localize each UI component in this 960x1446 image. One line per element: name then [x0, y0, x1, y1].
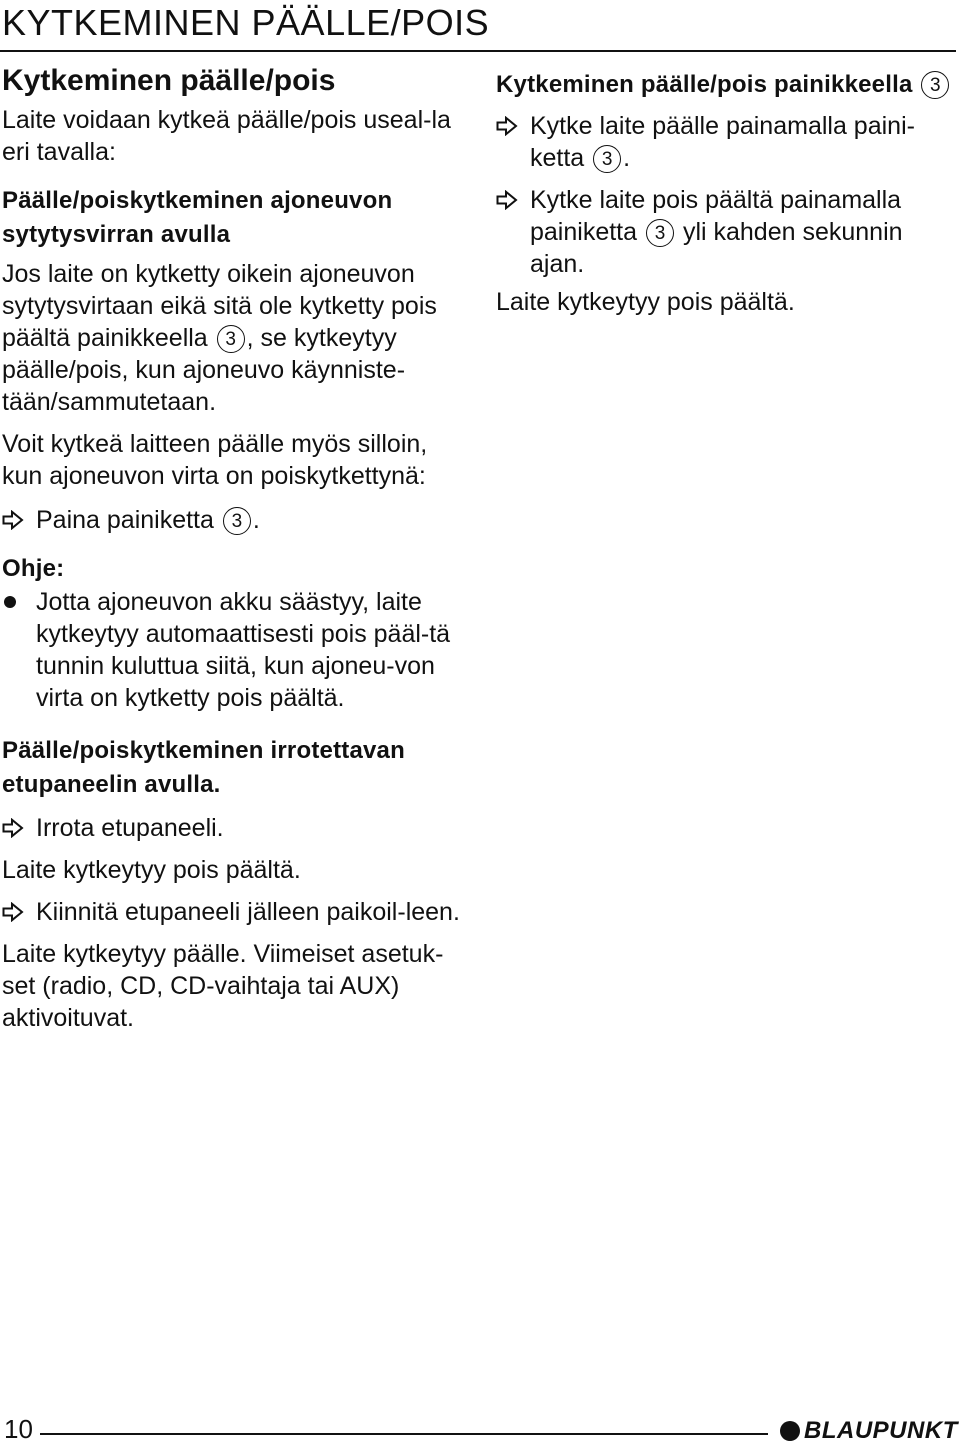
- step-item: Irrota etupaneeli.: [2, 812, 464, 844]
- arrow-outline-icon: [2, 902, 24, 922]
- left-column: [2, 62, 464, 1034]
- step-item: Paina painiketta 3 .: [2, 504, 464, 536]
- brand-dot-icon: [780, 1421, 800, 1441]
- ignition-paragraph-2: Voit kytkeä laitteen päälle myös silloin, kun ajoneuvon virta on poiskytkettynä:: [2, 430, 428, 490]
- arrow-outline-icon: [496, 190, 518, 210]
- step-item: Kytke laite pois päältä painamalla painiketta 3 yli kahden sekunnin ajan.: [496, 184, 952, 280]
- panel-heading: Päälle/poiskytkeminen irrotettavan etupaneelin avulla.: [2, 737, 405, 798]
- button-3-ref: 3: [217, 325, 245, 353]
- header-rule: [0, 50, 956, 52]
- button-3-ref: 3: [921, 71, 949, 99]
- brand-name: BLAUPUNKT: [804, 1417, 958, 1444]
- arrow-outline-icon: [2, 510, 24, 530]
- footer-rule: [40, 1433, 768, 1435]
- result-text: Laite kytkeytyy pois päältä.: [2, 856, 301, 884]
- step-item: Kiinnitä etupaneeli jälleen paikoil-leen.: [2, 896, 464, 928]
- step-item: Kytke laite päälle painamalla paini-ketta 3 .: [496, 110, 952, 174]
- page-footer: [0, 1400, 960, 1446]
- bullet-dot-icon: [4, 596, 16, 608]
- ignition-paragraph: Jos laite on kytketty oikein ajoneuvon sytytysvirtaan eikä sitä ole kytketty pois päältä painikkeella 3 , se kytkeytyy päälle/pois, kun ajoneuvo käynniste-tään/sammutetaan.: [2, 260, 437, 416]
- button-heading: Kytkeminen päälle/pois painikkeella 3: [496, 68, 952, 102]
- button-3-ref: 3: [593, 145, 621, 173]
- note-bullet-item: Jotta ajoneuvon akku säästyy, laite kytkeytyy automaattisesti pois pääl-tä tunnin kuluttua siitä, kun ajoneu-von virta on kytketty pois päältä.: [2, 586, 464, 714]
- intro-text: Laite voidaan kytkeä päälle/pois useal-la eri tavalla:: [2, 106, 451, 166]
- button-3-ref: 3: [646, 219, 674, 247]
- result-text: Laite kytkeytyy pois päältä.: [496, 288, 795, 316]
- arrow-outline-icon: [496, 116, 518, 136]
- result-text: Laite kytkeytyy päälle. Viimeiset asetuk-set (radio, CD, CD-vaihtaja tai AUX) aktivoituvat.: [2, 940, 444, 1032]
- ignition-heading: Päälle/poiskytkeminen ajoneuvon sytytysvirran avulla: [2, 187, 393, 248]
- arrow-outline-icon: [2, 818, 24, 838]
- button-3-ref: 3: [223, 507, 251, 535]
- page-header: [0, 0, 960, 56]
- section-heading: Kytkeminen päälle/pois: [2, 64, 336, 97]
- note-heading: Ohje:: [2, 555, 65, 582]
- brand-logo: [780, 1416, 958, 1446]
- right-column: [496, 68, 952, 318]
- page-title: KYTKEMINEN PÄÄLLE/POIS: [2, 2, 490, 43]
- page-number: 10: [4, 1414, 33, 1444]
